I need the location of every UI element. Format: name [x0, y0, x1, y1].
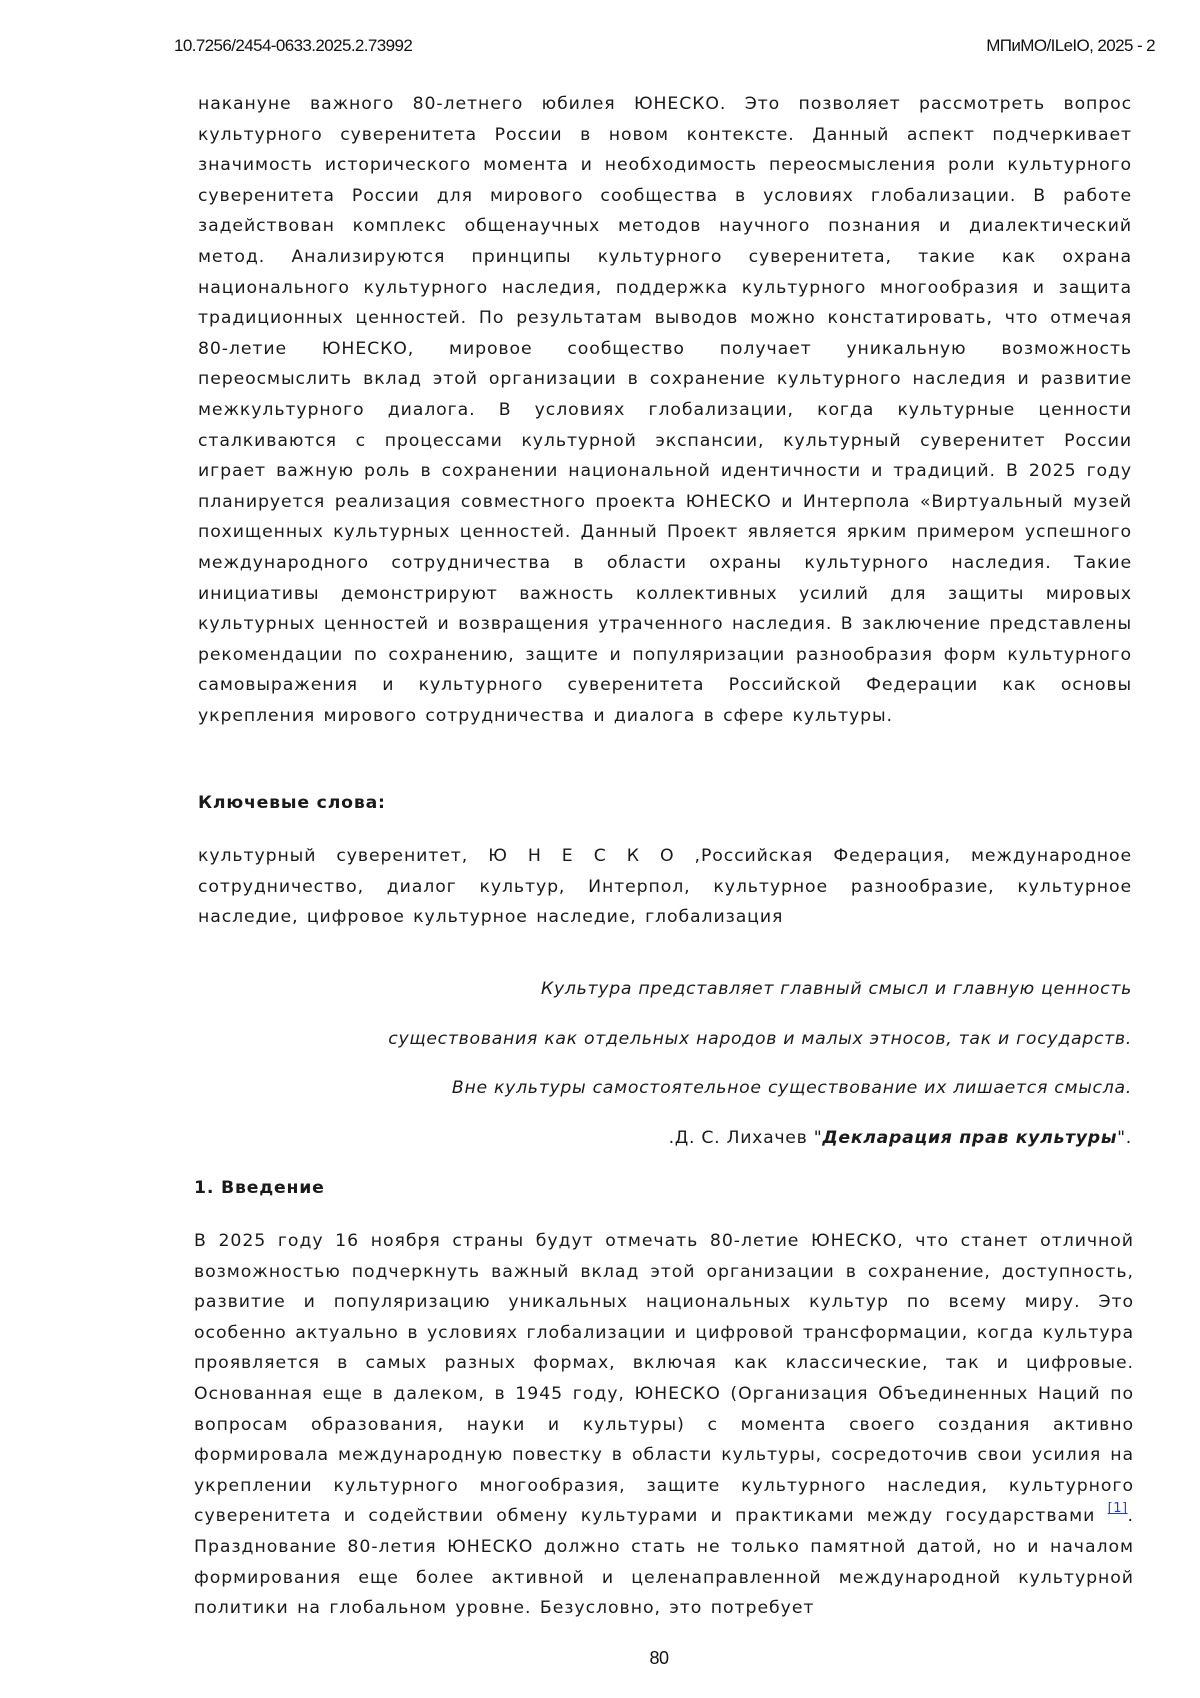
epigraph-line: существования как отдельных народов и малых этносов, так и государств. — [388, 1028, 1132, 1049]
page-number: 80 — [649, 1648, 669, 1668]
epigraph-closing: ". — [1117, 1127, 1132, 1148]
epigraph-line: Вне культуры самостоятельное существование их лишается смысла. — [451, 1078, 1132, 1098]
introduction-text-part-1: В 2025 году 16 ноября страны будут отмечать 80-летие ЮНЕСКО, что станет отличной возможностью подчеркнуть важный вклад этой организации в сохранение, доступность, развитие и популяризацию уникальных национальных культур по всему миру. Это особенно актуально в условиях глобализации и цифровой трансформации, когда культура проявляется в самых разных формах, включая как классические, так и цифровые. Основанная еще в далеком, в 1945 году, ЮНЕСКО (Организация Объединенных Наций по вопросам образования, науки и культуры) с момента своего создания активно формировала международную повестку в области культуры, сосредоточив свои усилия на укреплении культурного многообразия, защите культурного наследия, культурного суверенитета и содействии обмену культурами и практиками между государствами — [194, 1231, 1134, 1527]
keywords-heading: Ключевые слова: — [198, 793, 386, 813]
epigraph — [300, 974, 1132, 1153]
introduction-paragraph — [194, 1226, 1134, 1624]
epigraph-attribution — [300, 1123, 1132, 1153]
abstract-paragraph: накануне важного 80-летнего юбилея ЮНЕСКО. Это позволяет рассмотреть вопрос культурного суверенитета России в новом контексте. Данный аспект подчеркивает значимость исторического момента и необходимость переосмысления роли культурного суверенитета России для мирового сообщества в условиях глобализации. В работе задействован комплекс общенаучных методов научного познания и диалектический метод. Анализируются принципы культурного суверенитета, такие как охрана национального культурного наследия, поддержка культурного многообразия и защита традиционных ценностей. По результатам выводов можно констатировать, что отмечая 80-летие ЮНЕСКО, мировое сообщество получает уникальную возможность переосмыслить вклад этой организации в сохранение культурного наследия и развитие межкультурного диалога. В условиях глобализации, когда культурные ценности сталкиваются с процессами культурной экспансии, культурный суверенитет России играет важную роль в сохранении национальной идентичности и традиций. В 2025 году планируется реализация совместного проекта ЮНЕСКО и Интерпола «Виртуальный музей похищенных культурных ценностей. Данный Проект является ярким примером успешного международного сотрудничества в области охраны культурного наследия. Такие инициативы демонстрируют важность коллективных усилий для защиты мировых культурных ценностей и возвращения утраченного наследия. В заключение представлены рекомендации по сохранению, защите и популяризации разнообразия форм культурного самовыражения и культурного суверенитета Российской Федерации как основы укрепления мирового сотрудничества и диалога в сфере культуры. — [198, 94, 1132, 726]
doi-label: 10.7256/2454-0633.2025.2.73992 — [174, 36, 413, 55]
epigraph-work-title: Декларация прав культуры — [822, 1127, 1118, 1148]
epigraph-line: Культура представляет главный смысл и главную ценность — [541, 979, 1132, 999]
keywords-list: культурный суверенитет, Ю Н Е С К О ,Российская Федерация, международное сотрудничество, диалог культур, Интерпол, культурное разнообразие, культурное наследие, цифровое культурное наследие, глобализация — [198, 846, 1132, 928]
introduction-text-part-2: . Празднование 80-летия ЮНЕСКО должно стать не только памятной датой, но и началом формирования еще более активной и целенаправленной международной культурной политики на глобальном уровне. Безусловно, это потребует — [194, 1506, 1134, 1619]
citation-link[interactable]: [1] — [1107, 1501, 1128, 1517]
epigraph-author: .Д. С. Лихачев " — [668, 1127, 823, 1148]
journal-issue-label: МПиМО/ILeIO, 2025 - 2 — [986, 36, 1155, 55]
section-heading-introduction: 1. Введение — [194, 1178, 325, 1198]
